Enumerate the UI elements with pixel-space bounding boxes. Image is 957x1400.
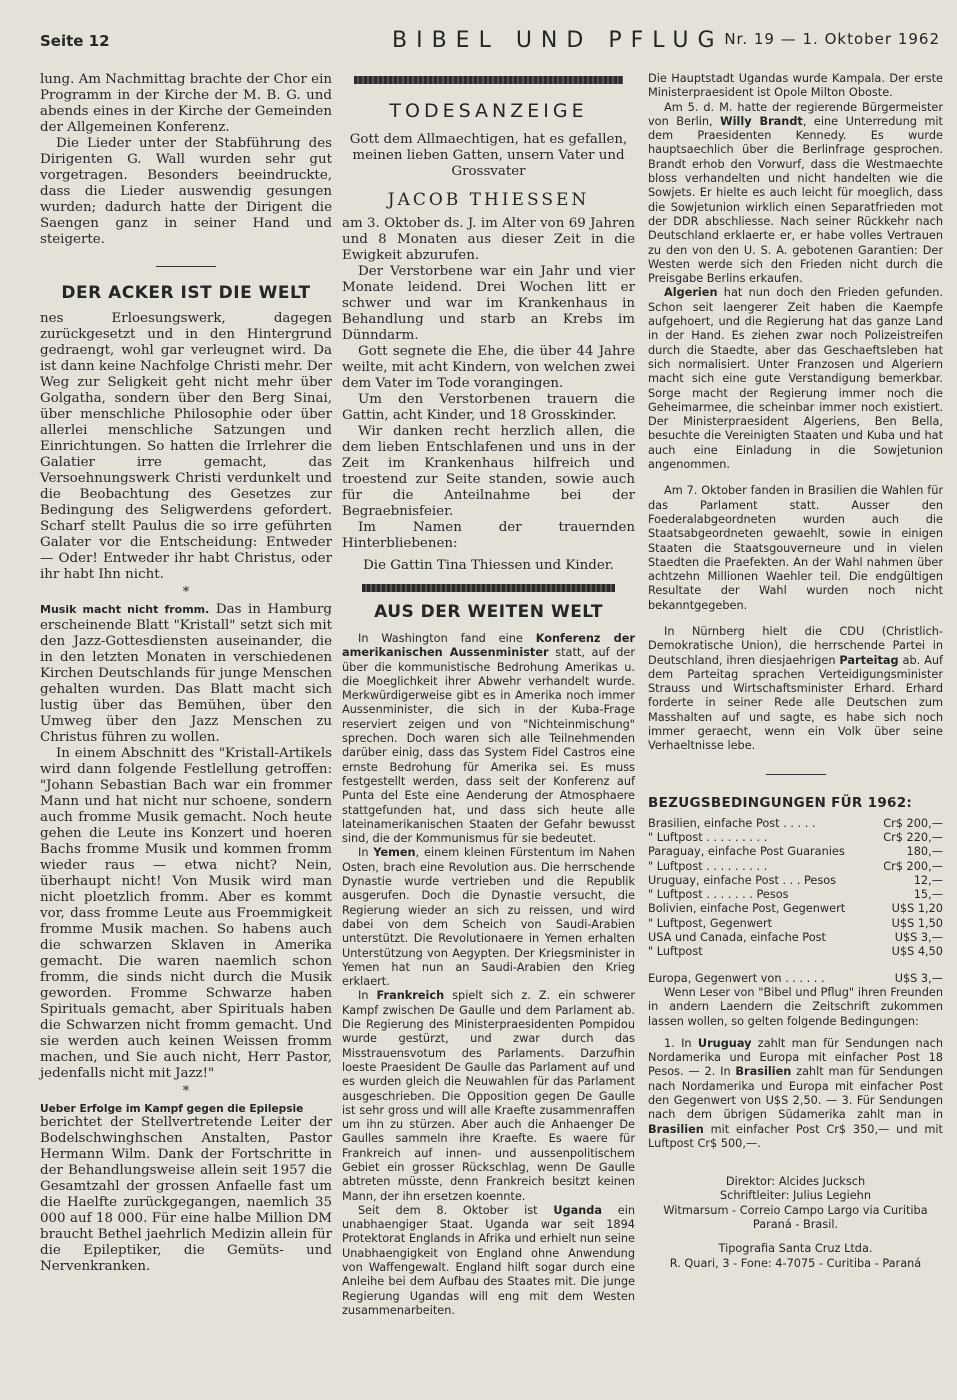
subscription-conditions: 1. In Uruguay zahlt man für Sendungen nach Nordamerika und Europa mit einfacher Post 18 Pesos. — 2. In Brasilien zahlt man für Sendungen nach Nordamerika und Europa mit einfacher Post den Gegenwert von U$S 2,50. — 3. Für Sendungen nach dem übrigen Südamerika zahlt man in Brasilien mit einfacher Post Cr$ 350,— und mit Luftpost Cr$ 500,—.	[648, 1036, 943, 1150]
price-label: USA und Canada, einfache Post	[648, 931, 826, 945]
price-row	[648, 817, 943, 831]
imprint-line: Witmarsum - Correio Campo Largo via Curitiba	[663, 1203, 928, 1217]
subscription-heading: BEZUGSBEDINGUNGEN FÜR 1962:	[648, 794, 913, 811]
price-row	[648, 945, 943, 959]
article-text: lung. Am Nachmittag brachte der Chor ein Programm in der Kirche der M. B. G. und abends eines in der Kirche der Gemeinden der Allgemeinen Konferenz.	[40, 72, 332, 135]
separator-star: *	[182, 1084, 190, 1099]
obituary-text: Im Namen der trauernden Hinterbliebenen:	[342, 520, 635, 551]
price-label: " Luftpost . . . . . . . Pesos	[648, 888, 789, 902]
news-text: In Washington fand eine Konferenz der amerikanischen Aussenminister statt, auf der über die kommunistische Bedrohung Amerikas u. die Moeglichkeit ihrer Abwehr verhandelt wurde. Merkwürdigerweise gibt es in Amerika noch immer Aussenminister, die sich in der Kuba-Frage reserviert zeigen und von "Nichteinmischung" sprechen. Doch waren sich alle Teilnehmenden darüber einig, dass das System Fidel Castros eine ernste Bedrohung für Amerika sei. Es muss festgestellt werden, dass seit der Konferenz auf Punta del Este eine Aenderung der Atmosphaere stattgefunden hat, und dass sich heute alle lateinamerikanischen Staaten der Gefahr bewusst sind, die der Kommunismus für sie bedeutet.	[342, 632, 635, 846]
subscription-text: Wenn Leser von "Bibel und Pflug" ihren Freunden in andern Laendern die Zeitschrift zukommen lassen wollen, so gelten folgende Bedingungen:	[648, 985, 943, 1028]
news-heading: AUS DER WEITEN WELT	[374, 602, 603, 622]
imprint-line: Tipografia Santa Cruz Ltda.	[718, 1242, 873, 1256]
price-label: Brasilien, einfache Post . . . . .	[648, 816, 816, 830]
column-2	[342, 72, 635, 1318]
decorative-bar	[362, 584, 615, 592]
price-label: " Luftpost . . . . . . . . .	[648, 859, 768, 873]
article-text: In einem Abschnitt des "Kristall-Artikels wird dann folgende Festlellung getroffen: "Johann Sebastian Bach war ein frommer Mann und hat nicht nur schoene, sondern auch fromme Musik gemacht. Noch heute gehen die Leute ins Konzert und hoeren Bachs fromme Musik und kommen fromm wieder raus — etwa nicht? Nein, überhaupt nicht! Von Musik wird man nicht ploetzlich fromm. Aber es kommt vor, dass fromme Leute aus Froemmigkeit fromme Musik machen. So habens auch die schwarzen Sklaven in Amerika gemacht. Die waren naemlich schon fromm, die sinds nicht durch die Musik geworden. Fromme Schwarze haben Spirituals gemacht, aber Spirituals haben die Schwarzen nicht fromm gemacht. Und sie werden auch keinen Weissen fromm machen, und Sie auch nicht, Herr Pastor, jedenfalls nicht mit Jazz!"	[40, 746, 332, 1081]
price-value: Cr$ 200,—	[883, 859, 943, 873]
obituary-text: Gott dem Allmaechtigen, hat es gefallen, meinen lieben Gatten, unsern Vater und Grossvater	[349, 132, 628, 179]
page-header	[40, 24, 940, 58]
deceased-name: JACOB THIESSEN	[387, 190, 590, 210]
imprint	[648, 1175, 943, 1271]
obituary-text: Wir danken recht herzlich allen, die dem lieben Entschlafenen und uns in der Zeit im Krankenhaus hilfreich und troestend zur Seite standen, sowie auch für die Anteilnahme bei der Begraebnisfeier.	[342, 424, 635, 519]
price-label: " Luftpost, Gegenwert	[648, 916, 773, 930]
price-value: U$S 1,20	[891, 902, 943, 916]
price-list	[648, 817, 943, 960]
news-text: In Yemen, einem kleinen Fürstentum im Nahen Osten, brach eine Revolution aus. Die herrschende Dynastie wurde vertrieben und die Republik ausgerufen. Doch die Dynastie versucht, die Regierung wieder an sich zu reissen, und wird dabei von dem Scheich von Saudi-Arabien unterstützt. Die Revolutionaere in Yemen erhalten Unterstützung von Aegypten. Der Kriegsminister in Yemen hat nun an Saudi-Arabien den Krieg erklaert.	[342, 846, 635, 989]
price-row: Europa, Gegenwert von . . . . . . U$S 3,—	[648, 971, 943, 985]
article-heading: DER ACKER IST DIE WELT	[61, 283, 311, 303]
price-row	[648, 831, 943, 845]
price-row	[648, 845, 943, 859]
obituary-heading: TODESANZEIGE	[389, 100, 588, 122]
news-text: In Frankreich spielt sich z. Z. ein schwerer Kampf zwischen De Gaulle und dem Parlament ab. Die Regierung des Ministerpraesidenten Pompidou wurde gestürzt, und zwar durch das Misstrauensvotum des Parlaments. Darzufhin loeste Praesident De Gaulle das Parlament auf und es wurden gleich die Neuwahlen für das Parlament ausgeschrieben. Die Opposition gegen De Gaulle ist sehr gross und will alle Kraefte zusammenraffen um ihn zu stürzen. Aber auch die Anhaenger De Gaulles sammeln ihre Kraefte. Es waere für Frankreich auf innen- und aussenpolitischem Gebiet ein grosser Rückschlag, wenn De Gaulle abtreten müsste, denn Frankreich besitzt keinen Mann, der ihn ersetzen koennte.	[342, 989, 635, 1203]
article-text: Musik macht nicht fromm. Das in Hamburg erscheinende Blatt "Kristall" setzt sich mit den Jazz-Gottesdiensten auseinander, die in den letzten Monaten in verschiedenen Kirchen Deutschlands für junge Menschen gehalten wurden. Das Blatt macht sich lustig über das Bemühen, über den Umweg über den Jazz Menschen zu Christus führen zu wollen.	[40, 602, 332, 745]
price-value: 15,—	[913, 888, 943, 902]
imprint-line: Schriftleiter: Julius Legiehn	[719, 1189, 871, 1203]
imprint-line: R. Quari, 3 - Fone: 4-7075 - Curitiba - Paraná	[669, 1256, 922, 1270]
price-value: U$S 3,—	[894, 931, 943, 945]
divider-line	[766, 774, 826, 775]
price-row	[648, 860, 943, 874]
price-row	[648, 931, 943, 945]
imprint-line: Direktor: Alcides Jucksch	[725, 1175, 866, 1189]
price-row	[648, 902, 943, 916]
issue-date: Nr. 19 — 1. Oktober 1962	[724, 30, 940, 48]
obituary-text: Um den Verstorbenen trauern die Gattin, acht Kinder, und 18 Grosskinder.	[342, 392, 635, 423]
page-number: Seite 12	[40, 32, 110, 50]
column-1	[40, 72, 332, 1275]
obituary-text: Gott segnete die Ehe, die über 44 Jahre weilte, mit acht Kindern, von welchen zwei dem Vater im Tode vorangingen.	[342, 344, 635, 391]
lead-bold: Ueber Erfolge im Kampf gegen die Epilepsie	[40, 1103, 304, 1115]
price-value: 180,—	[906, 845, 943, 859]
article-text: berichtet der Stellvertretende Leiter der Bodelschwinghschen Anstalten, Pastor Hermann Wilm. Dank der Fortschritte in der Behandlungsweise allein seit 1957 die Gesamtzahl der grossen Anfaelle fast um die Haelfte zurückgegangen, naemlich 35 000 auf 18 000. Für eine halbe Million DM braucht Bethel jaehrlich Medizin allein für die Epileptiker, die Gemüts- und Nervenkranken.	[40, 1115, 332, 1274]
news-text: Die Hauptstadt Ugandas wurde Kampala. Der erste Ministerpraesident ist Opole Milton Oboste.	[648, 72, 943, 100]
price-value: Cr$ 200,—	[883, 816, 943, 830]
price-value: U$S 4,50	[891, 945, 943, 959]
lead-bold: Musik macht nicht fromm.	[40, 603, 210, 616]
price-row	[648, 874, 943, 888]
price-value: Cr$ 220,—	[883, 830, 943, 844]
price-row	[648, 917, 943, 931]
news-text: Am 7. Oktober fanden in Brasilien die Wahlen für das Parlament statt. Ausser den Foederalabgeordneten wurden auch die Staatsabgeordneten gewaehlt, sowie in einigen Staaten die Staatsgouverneure und in vielen Staedten die Praefekten. An der Wahl nahmen über achtzehn Millionen Waehler teil. Die endgültigen Resultate der Wahl wurden noch nicht bekanntgegeben.	[648, 484, 943, 612]
masthead-title: BIBEL UND PFLUG	[392, 28, 724, 53]
news-text: Algerien hat nun doch den Frieden gefunden. Schon seit laengerer Zeit haben die Kaempfe aufgehoert, und die Regierung hat das ganze Land in der Hand. Es ziehen zwar noch Polizeistreifen durch die Staedte, aber das Geschaeftsleben hat sich normalisiert. Unter Franzosen und Algeriern macht sich eine gute Verstandigung bemerkbar. Sorge macht der Regierung immer noch die Geheimarmee, die scheinbar immer noch existiert. Der Ministerpraesident Algeriens, Ben Bella, besuchte die Vereinigten Staaten und Kuba und hat auch eine Einladung in die Sowjetunion angenommen.	[648, 286, 943, 472]
divider-line	[156, 266, 216, 267]
obituary-signature: Die Gattin Tina Thiessen und Kinder.	[363, 558, 614, 573]
price-row	[648, 888, 943, 902]
price-value: 12,—	[913, 873, 943, 887]
obituary-text: Der Verstorbene war ein Jahr und vier Monate leidend. Drei Wochen litt er schwer und war im Krankenhaus in Behandlung und starb an Krebs im Dünndarm.	[342, 264, 635, 343]
separator-star: *	[182, 585, 190, 600]
article-text: Die Lieder unter der Stabführung des Dirigenten G. Wall wurden sehr gut vorgetragen. Besonders beeindruckte, dass die Lieder auswendig gesungen wurden; dadurch hatte der Dirigent die Saengen ganz in seiner Hand und steigerte.	[40, 136, 332, 247]
decorative-bar	[354, 76, 623, 84]
price-label: " Luftpost . . . . . . . . .	[648, 830, 768, 844]
price-value: U$S 1,50	[891, 916, 943, 930]
news-text: Seit dem 8. Oktober ist Uganda ein unabhaengiger Staat. Uganda war seit 1894 Protektorat Englands in Afrika und erhielt nun seine Unabhaengigkeit von England ohne Anwendung von Waffengewalt. England hilft sogar durch eine Anleihe bei dem Aufbau des Staates mit. Die junge Regierung Ugandas will eng mit dem Westen zusammenarbeiten.	[342, 1203, 636, 1317]
news-text: Am 5. d. M. hatte der regierende Bürgermeister von Berlin, Willy Brandt, eine Unterredung mit dem Praesidenten Kennedy. Es wurde hauptsaechlich über die Berlinfrage gesprochen. Brandt erhob den Vorwurf, dass die Westmaechte bloss verhandelten und nicht handelten wie die Sowjets. Er hielte es auch leicht für moeglich, dass die Sowjetunion wirklich einen Separatfrieden mot der DDR abschliesse. Nach seiner Rückkehr nach Deutschland erklaerte er, er habe volles Vertrauen zu den von den U. S. A. gebotenen Garantien: Der Westen werde sich den Frieden nicht durch die Preisgabe Berlins erkaufen.	[648, 100, 943, 286]
obituary-text: am 3. Oktober ds. J. im Alter von 69 Jahren und 8 Monaten aus dieser Zeit in die Ewigkeit abzurufen.	[342, 216, 635, 263]
price-label: Paraguay, einfache Post Guaranies	[648, 845, 845, 859]
news-text: In Nürnberg hielt die CDU (Christlich-Demokratische Union), die herrschende Partei in Deutschland, ihren diesjaehrigen Parteitag ab. Auf dem Parteitag sprachen Verteidigungsminister Strauss und Wirtschaftsminister Erhard. Erhard forderte in seiner Rede alle Deutschen zum Masshalten auf und sagte, es habe sich noch immer geraecht, wenn ein Volk über seine Verhaeltnisse lebe.	[648, 624, 944, 753]
column-3	[648, 72, 943, 1271]
price-label: Uruguay, einfache Post . . . Pesos	[648, 873, 837, 887]
imprint-line: Paraná - Brasil.	[752, 1218, 839, 1232]
price-label: Bolivien, einfache Post, Gegenwert	[648, 902, 846, 916]
price-label: " Luftpost	[648, 945, 703, 959]
article-text: nes Erloesungswerk, dagegen zurückgesetzt und in den Hintergrund gedraengt, wohl gar verleugnet wird. Da ist dann keine Nachfolge Christi mehr. Der Weg zur Seligkeit geht nicht mehr über Golgatha, sondern über den Berg Sinai, über menschliche Philosophie oder über allerlei menschliche Satzungen und Einrichtungen. So hatten die Irrlehrer die Galatier irre gemacht, das Versoehnungswerk Christi verdunkelt und die Beobachtung des Gesetzes zur Bedingung des Seligwerdens gefordert. Scharf stellt Paulus die so irre geführten Galater vor die Entscheidung: Entweder — Oder! Entweder ihr habt Christus, oder ihr habt Ihn nicht.	[40, 311, 332, 582]
